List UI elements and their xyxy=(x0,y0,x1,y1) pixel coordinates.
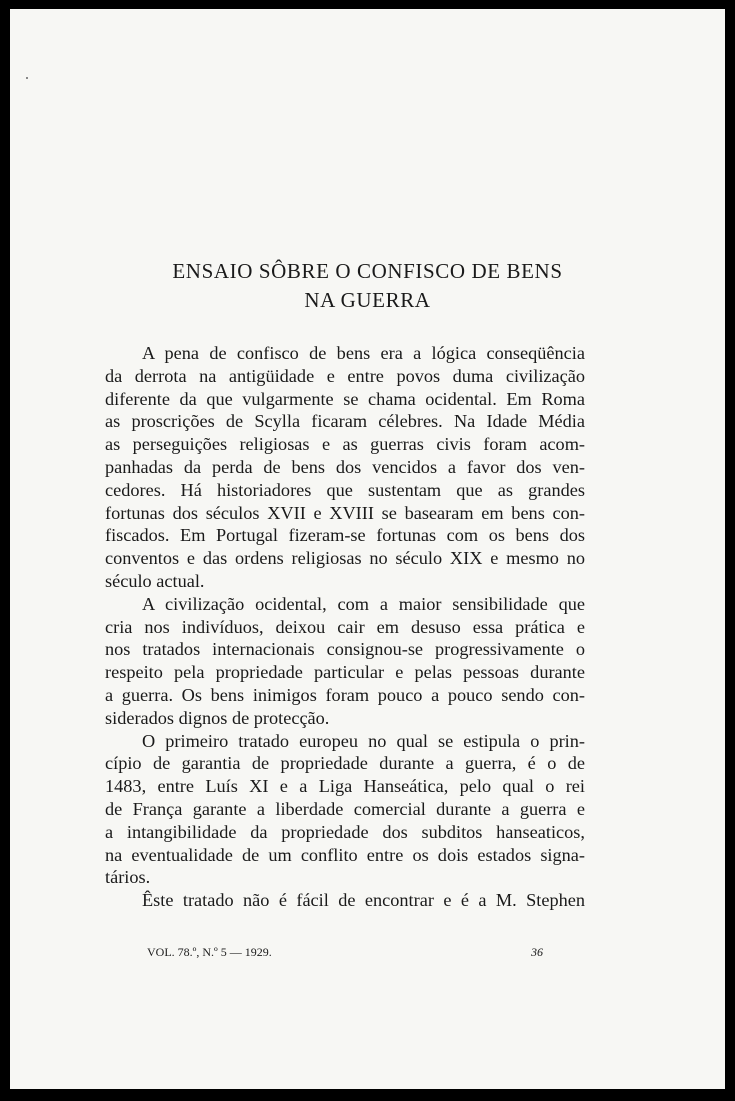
text-line: cria nos indivíduos, deixou cair em desuso essa prática e xyxy=(105,616,585,637)
text-line: da derrota na antigüidade e entre povos duma civilização xyxy=(105,365,585,386)
text-line: na eventualidade de um conflito entre os dois estados signa- xyxy=(105,844,585,865)
text-line: tários. xyxy=(105,867,151,888)
text-line: A pena de confisco de bens era a lógica conseqüência xyxy=(142,343,585,363)
text-line: O primeiro tratado europeu no qual se estipula o prin- xyxy=(142,730,585,751)
volume-info: VOL. 78.º, N.º 5 — 1929. xyxy=(147,945,272,959)
text-line: a intangibilidade da propriedade dos subditos hanseaticos, xyxy=(105,821,585,842)
text-line: A civilização ocidental, com a maior sensibilidade que xyxy=(142,593,585,614)
page-number: 36 xyxy=(531,945,543,959)
text-line: respeito pela propriedade particular e pelas pessoas durante xyxy=(105,662,585,683)
scan-speck xyxy=(26,77,28,79)
text-line: panhadas da perda de bens dos vencidos a favor dos ven- xyxy=(105,456,585,477)
text-line: nos tratados internacionais consignou-se progressivamente o xyxy=(105,639,585,660)
text-line: as perseguições religiosas e as guerras civis foram acom- xyxy=(105,434,585,455)
text-line: conventos e das ordens religiosas no século XIX e mesmo no xyxy=(105,548,585,569)
text-line: fiscados. Em Portugal fizeram-se fortunas com os bens dos xyxy=(105,525,585,546)
document-page xyxy=(10,9,725,1089)
text-line: siderados dignos de protecção. xyxy=(105,707,330,728)
text-line: século actual. xyxy=(105,570,205,591)
text-line: as proscrições de Scylla ficaram célebres. Na Idade Média xyxy=(105,411,585,432)
text-line: 1483, entre Luís XI e a Liga Hanseática, pelo qual o rei xyxy=(105,776,585,797)
text-line: cedores. Há historiadores que sustentam que as grandes xyxy=(105,479,585,500)
page-title xyxy=(10,257,725,315)
title-line-2: NA GUERRA xyxy=(304,288,431,312)
text-line: diferente da que vulgarmente se chama ocidental. Em Roma xyxy=(105,388,585,409)
text-line: Êste tratado não é fácil de encontrar e é a M. Stephen xyxy=(142,890,585,911)
text-line: cípio de garantia de propriedade durante a guerra, é o de xyxy=(105,753,585,774)
text-line: fortunas dos séculos XVII e XVIII se basearam em bens con- xyxy=(105,502,585,523)
text-line: de França garante a liberdade comercial durante a guerra e xyxy=(105,798,585,819)
body-text xyxy=(105,342,585,912)
text-line: a guerra. Os bens inimigos foram pouco a pouco sendo con- xyxy=(105,684,585,705)
title-line-1: ENSAIO SÔBRE O CONFISCO DE BENS xyxy=(172,259,563,283)
